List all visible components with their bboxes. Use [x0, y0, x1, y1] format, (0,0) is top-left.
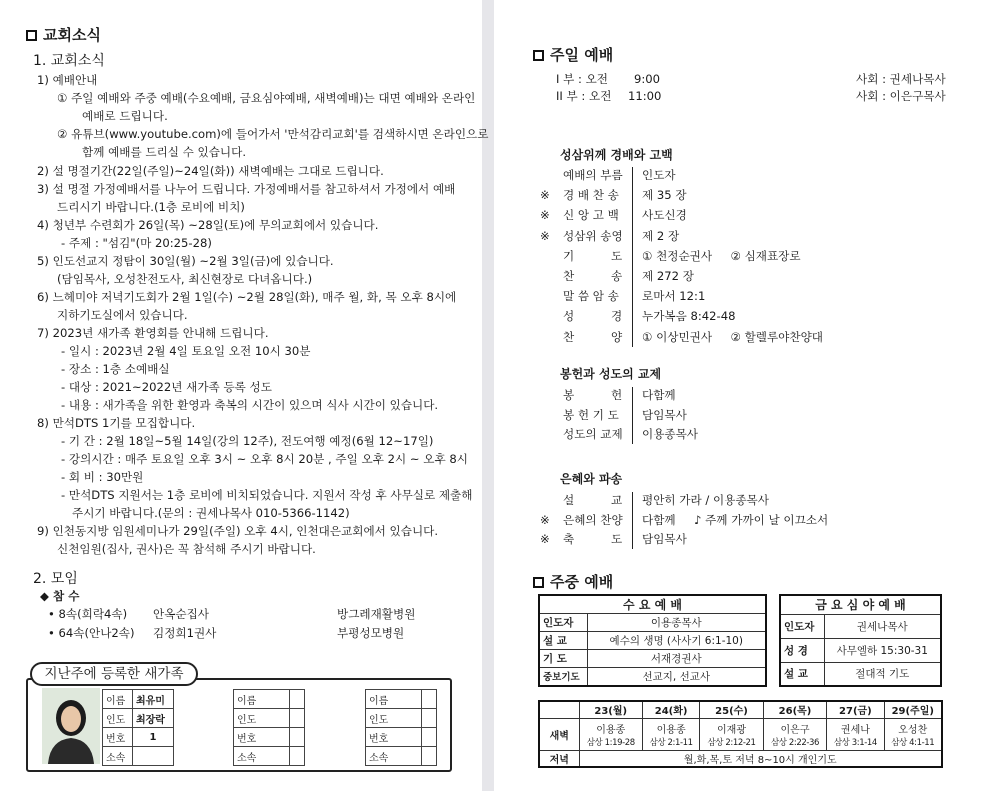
order-group-title: 은혜와 파송 [560, 472, 623, 486]
order-value: 다함께 ♪ 주께 가까이 날 이끄소서 [642, 512, 829, 527]
news-line: (담임목사, 오성찬전도사, 최신현장로 다녀옵니다.) [57, 272, 313, 286]
news-line: 5) 인도선교지 정탐이 30일(월) ~2월 3일(금)에 있습니다. [37, 254, 334, 268]
dawn-cell: 이용종 삼상 1:19-28 [579, 718, 643, 750]
service-leader: 사회 : 이은구목사 [856, 89, 946, 103]
order-group-title: 성삼위께 경배와 고백 [560, 148, 673, 162]
order-label: 성도의 교제 [563, 427, 623, 441]
responsive-mark: ※ [540, 532, 550, 546]
order-value: 제 35 장 [642, 188, 687, 203]
order-divider [632, 492, 633, 549]
news-line: - 장소 : 1층 소예배실 [61, 362, 170, 376]
order-label: 예배의 부름 [563, 168, 623, 182]
service-time: 11:00 [628, 89, 662, 103]
sunday-service-title: 주일 예배 [533, 44, 613, 65]
news-line: 지하기도실에서 있습니다. [57, 308, 188, 322]
order-value: 담임목사 [642, 407, 687, 422]
news-line: 9) 인천동지방 임원세미나가 29일(주일) 오후 4시, 인천대은교회에서 있습니다. [37, 524, 439, 538]
news-line: 드리시기 바랍니다.(1층 로비에 비치) [57, 200, 245, 214]
dawn-cell: 권세나 삼상 3:1-14 [827, 718, 884, 750]
order-label: 말 씀 암 송 [563, 289, 619, 304]
dawn-cell: 이용종 삼상 2:1-11 [643, 718, 700, 750]
responsive-mark: ※ [540, 512, 550, 527]
meeting-label: ◆ 참 수 [40, 589, 80, 603]
order-label: 봉 헌 기 도 [563, 407, 619, 422]
order-value: 다함께 [642, 388, 676, 402]
order-label: 찬 양 [563, 329, 623, 344]
dawn-prayer-table: 23(월) 24(화) 25(수) 26(목) 27(금) 29(주일) 새벽 이용종 삼상 1:19-28 이용종 삼상 2:1-11 이재광 삼상 2:12-21 이은구 삼상 2:22-36 권세나 삼상 3:1-14 오성찬 삼상 4:1-11 저녁 월,화,목,토 저녁 8~10시 개인기도 [538, 700, 943, 768]
square-bullet-icon [533, 50, 544, 61]
service-part: I 부 : 오전 [556, 72, 608, 86]
order-divider [632, 387, 633, 444]
news-line: - 내용 : 새가족을 위한 환영과 축복의 시간이 있으며 식사 시간이 있습니다. [61, 398, 439, 412]
news-heading: 1. 교회소식 [33, 53, 105, 69]
order-label: 축 도 [563, 532, 623, 546]
news-line: - 주제 : "섬김"(마 20:25-28) [61, 236, 212, 250]
service-time: 9:00 [634, 72, 661, 86]
friday-service-table: 금 요 심 야 예 배 인도자 권세나목사 성 경 사무엘하 15:30-31 설 교 절대적 기도 [779, 594, 942, 687]
responsive-mark: ※ [540, 228, 550, 243]
new-family-card-3: 이름 인도 번호 소속 [365, 689, 437, 766]
order-value: ① 이상민권사 ② 할렐루야찬양대 [642, 329, 823, 344]
wednesday-service-table: 수 요 예 배 인도자 이용종목사 설 교 예수의 생명 (사사기 6:1-10) 기 도 서재경권사 중보기도 선교지, 선교사 [538, 594, 767, 687]
order-value: 이용종목사 [642, 427, 698, 441]
church-news-title: 교회소식 [26, 24, 101, 45]
order-group-title: 봉헌과 성도의 교제 [560, 367, 662, 381]
news-line: 예배로 드립니다. [82, 109, 168, 123]
news-line: - 회 비 : 30만원 [61, 470, 144, 484]
news-line: 7) 2023년 새가족 환영회를 안내해 드립니다. [37, 326, 269, 340]
new-family-title: 지난주에 등록한 새가족 [30, 662, 198, 686]
news-line: 함께 예배를 드리실 수 있습니다. [82, 145, 247, 159]
order-value: 사도신경 [642, 208, 687, 223]
service-part: II 부 : 오전 [556, 89, 612, 103]
meeting-place: 부평성모병원 [337, 626, 405, 640]
news-line: - 만석DTS 지원서는 1층 로비에 비치되었습니다. 지원서 작성 후 사무실로 제출해 [61, 488, 473, 502]
news-line: 6) 느헤미야 저녁기도회가 2월 1일(수) ~2월 28일(화), 매주 월, 화, 목 오후 8시에 [37, 290, 457, 304]
order-label: 경 배 찬 송 [563, 188, 619, 203]
order-label: 봉 헌 [563, 388, 623, 402]
news-line: - 강의시간 : 매주 토요일 오후 3시 ~ 오후 8시 20분 , 주일 오후 2시 ~ 오후 8시 [61, 452, 468, 466]
news-line: ① 주일 예배와 주중 예배(수요예배, 금요심야예배, 새벽예배)는 대면 예배와 온라인 [57, 91, 476, 105]
order-value: 제 2 장 [642, 228, 680, 243]
news-line: 4) 청년부 수련회가 26일(목) ~28일(토)에 무의교회에서 있습니다. [37, 218, 379, 232]
order-value: 인도자 [642, 168, 676, 182]
dawn-cell: 오성찬 삼상 4:1-11 [884, 718, 942, 750]
order-label: 신 앙 고 백 [563, 208, 619, 223]
dawn-cell: 이은구 삼상 2:22-36 [763, 718, 827, 750]
news-line: - 일시 : 2023년 2월 4일 토요일 오전 10시 30분 [61, 344, 311, 358]
dawn-cell: 이재광 삼상 2:12-21 [700, 718, 764, 750]
new-family-card-2: 이름 인도 번호 소속 [233, 689, 305, 766]
order-label: 은혜의 찬양 [563, 512, 623, 527]
weekday-service-title: 주중 예배 [533, 571, 613, 592]
order-label: 기 도 [563, 248, 623, 263]
news-line: 신천임원(집사, 권사)은 꼭 참석해 주시기 바랍니다. [57, 542, 316, 556]
news-line: 3) 설 명절 가정예배서를 나누어 드립니다. 가정예배서를 참고하셔서 가정에서 예배 [37, 182, 456, 196]
order-divider [632, 167, 633, 347]
news-line: ② 유튜브(www.youtube.com)에 들어가서 '만석감리교회'를 검색하시면 온라인으로 [57, 127, 489, 141]
service-leader: 사회 : 권세나목사 [856, 72, 946, 86]
order-value: 평안히 가라 / 이용종목사 [642, 493, 769, 507]
order-label: 성 경 [563, 309, 623, 324]
responsive-mark: ※ [540, 188, 550, 203]
news-line: - 기 간 : 2월 18일~5월 14일(강의 12주), 전도여행 예정(6월 12~17일) [61, 434, 434, 448]
meeting-row: • 8속(희락4속) [48, 607, 128, 621]
news-line: 8) 만석DTS 1기를 모집합니다. [37, 416, 196, 430]
news-line: - 대상 : 2021~2022년 새가족 등록 성도 [61, 380, 272, 394]
news-line: 1) 예배안내 [37, 73, 98, 87]
meeting-person: 안옥순집사 [153, 607, 209, 621]
order-value: 제 272 장 [642, 269, 694, 283]
news-line: 주시기 바랍니다.(문의 : 권세나목사 010-5366-1142) [72, 506, 350, 520]
new-family-card-1: 이름 최유미 인도 최장락 번호 1 소속 [102, 689, 174, 766]
order-label: 설 교 [563, 493, 623, 507]
order-value: 로마서 12:1 [642, 289, 706, 304]
square-bullet-icon [533, 577, 544, 588]
evening-prayer: 월,화,목,토 저녁 8~10시 개인기도 [579, 750, 942, 767]
square-bullet-icon [26, 30, 37, 41]
meeting-place: 방그레재활병원 [337, 607, 416, 621]
responsive-mark: ※ [540, 208, 550, 223]
order-label: 성삼위 송영 [563, 228, 623, 243]
member-photo [42, 688, 100, 764]
news-line: 2) 설 명절기간(22일(주일)~24일(화)) 새벽예배는 그대로 드립니다. [37, 164, 384, 178]
meeting-heading: 2. 모임 [33, 571, 78, 587]
order-value: 담임목사 [642, 532, 687, 546]
order-value: ① 천정순권사 ② 심재표장로 [642, 248, 801, 263]
meeting-person: 김정희1권사 [153, 626, 217, 640]
order-value: 누가복음 8:42-48 [642, 309, 736, 324]
order-label: 찬 송 [563, 269, 623, 283]
meeting-row: • 64속(안나2속) [48, 626, 135, 640]
